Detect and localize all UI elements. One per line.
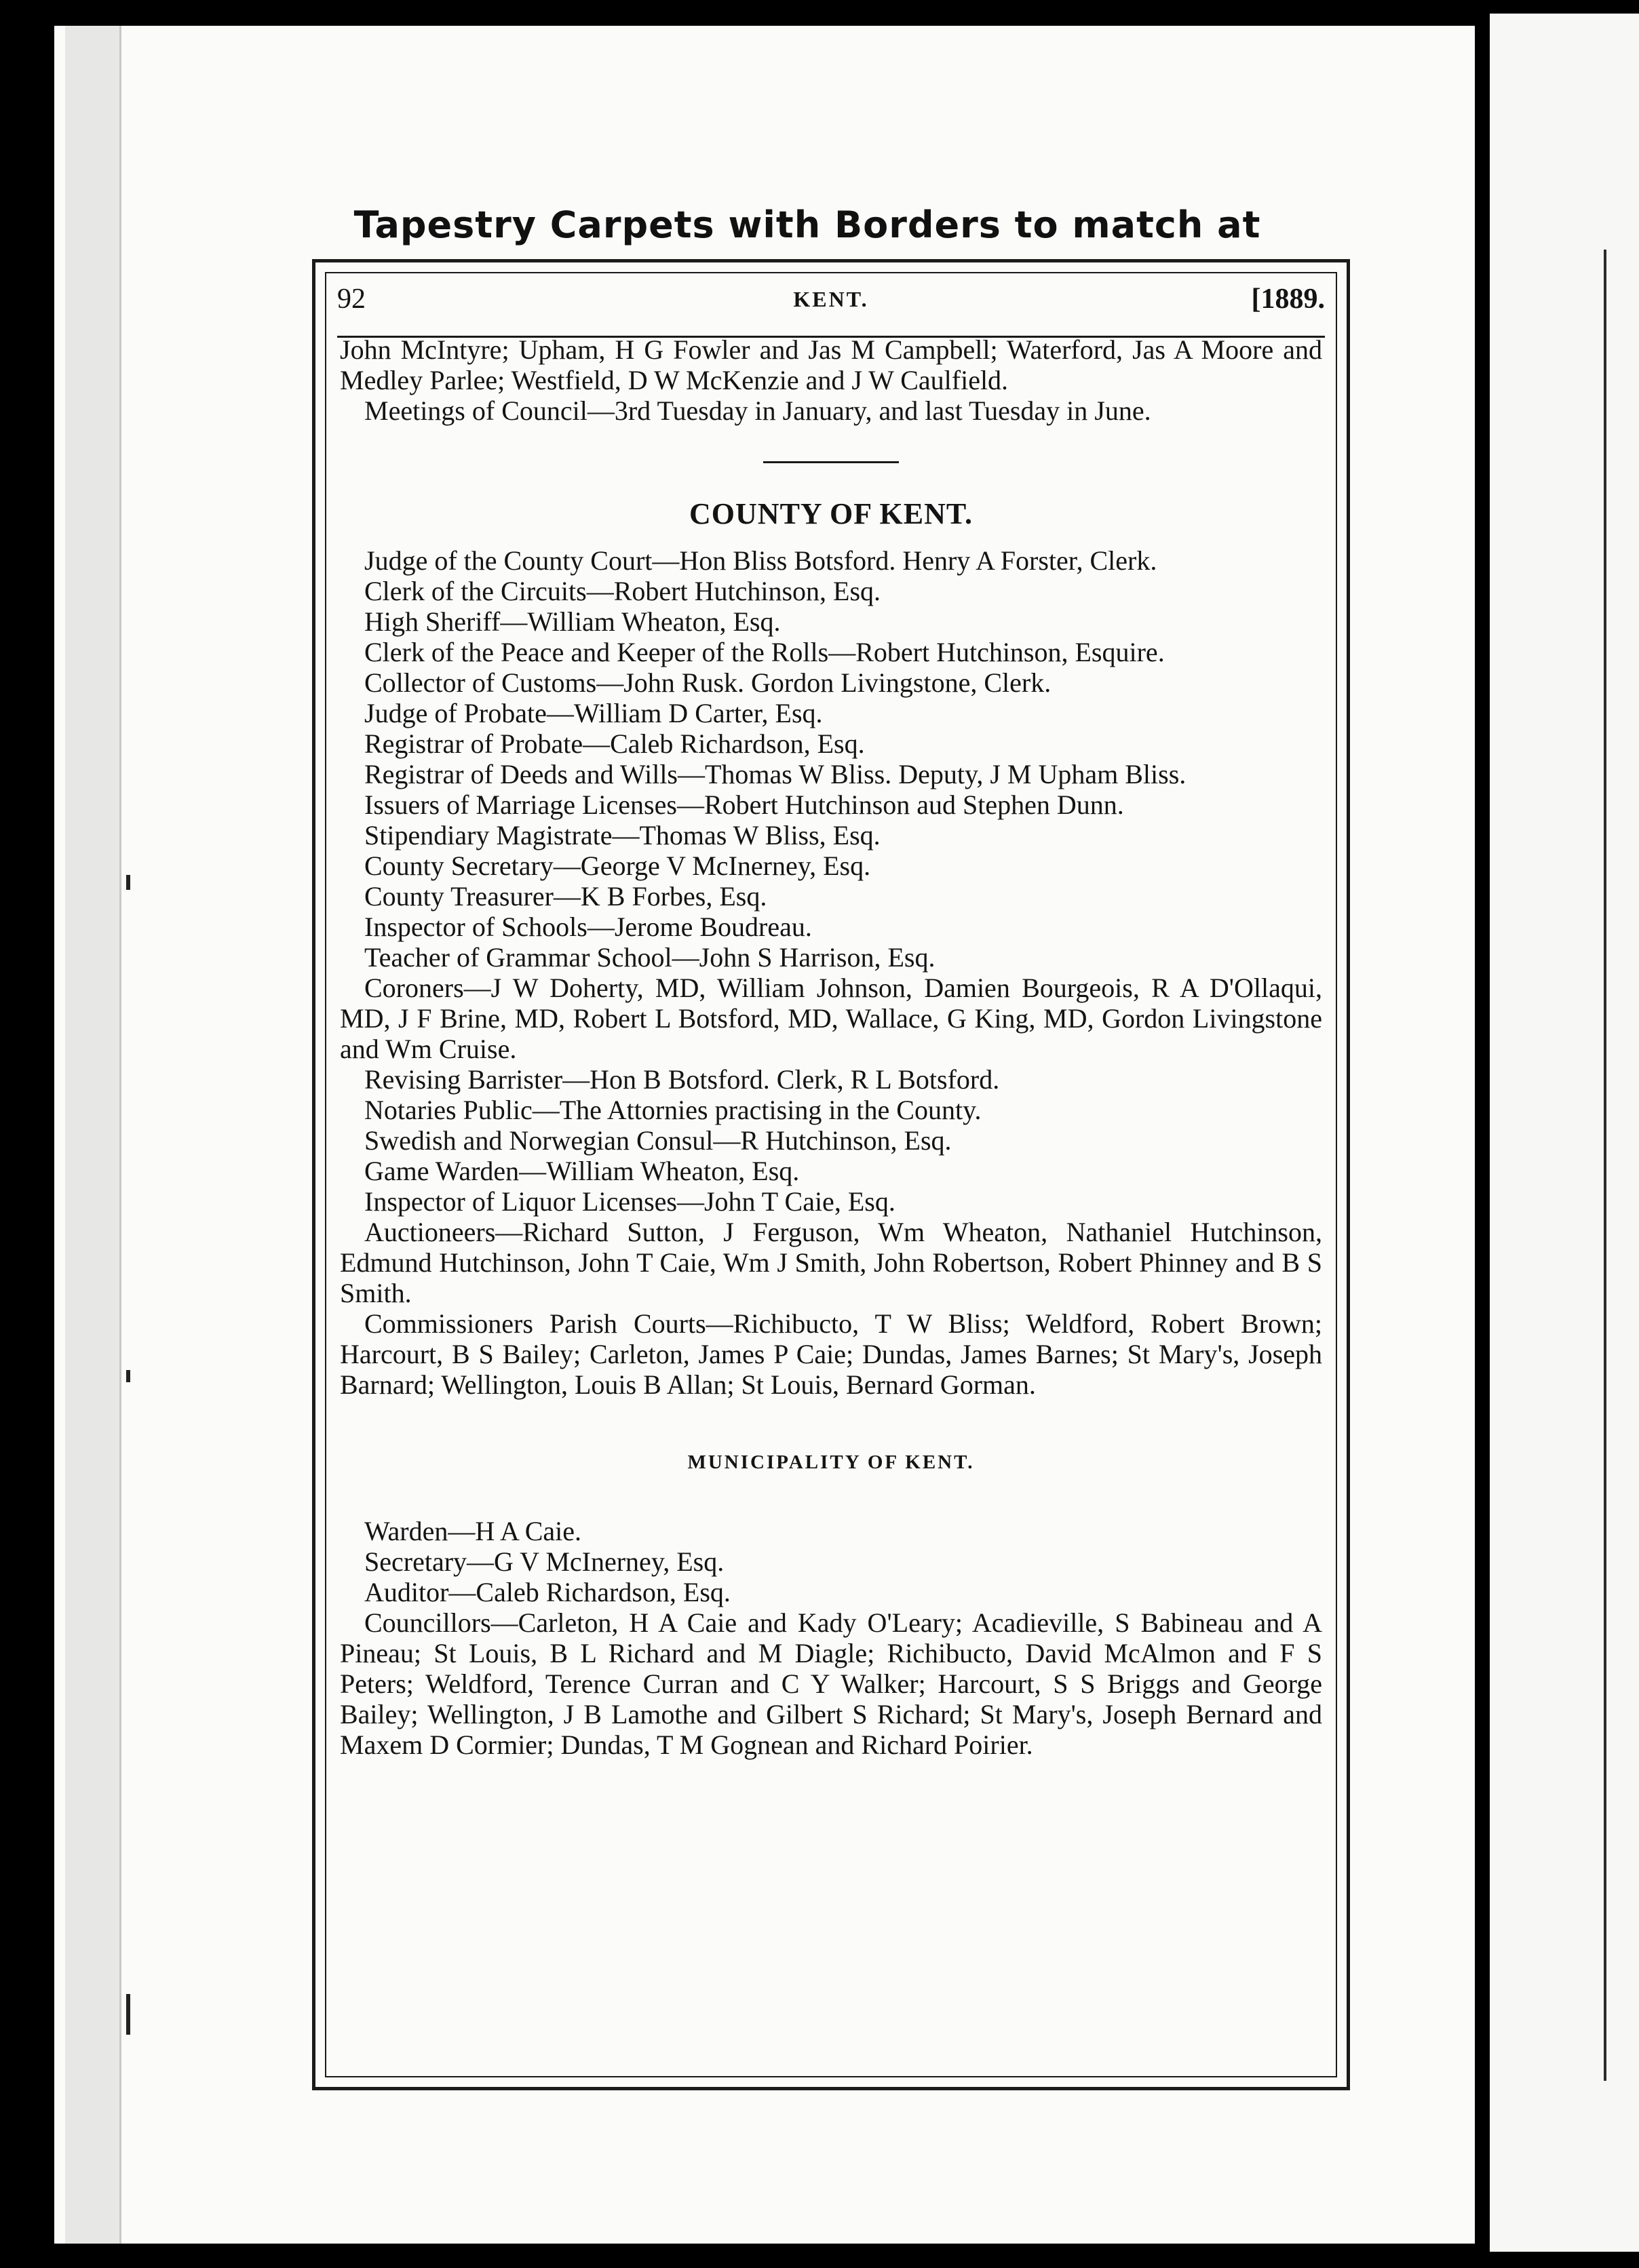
county-entry: Revising Barrister—Hon B Botsford. Clerk, R L Botsford.: [364, 1064, 1000, 1095]
margin-mark: [126, 1994, 130, 2035]
county-entry: County Treasurer—K B Forbes, Esq.: [364, 881, 767, 912]
adjacent-page-rule: [1604, 250, 1606, 2081]
county-entry: Swedish and Norwegian Consul—R Hutchinson, Esq.: [364, 1125, 952, 1156]
county-entry: Coroners—J W Doherty, MD, William Johnson, Damien Bourgeois, R A D'Ollaqui, MD, J F Brine, MD, Robert L Botsford, MD, Wallace, G King, MD, Gordon Livingstone and Wm Cruise.: [340, 973, 1322, 1064]
municipality-entry: Auditor—Caleb Richardson, Esq.: [364, 1577, 731, 1607]
advertisement-banner: Tapestry Carpets with Borders to match at: [353, 203, 1261, 246]
page-frame: [312, 259, 1350, 2090]
county-entry: County Secretary—George V McInerney, Esq.: [364, 850, 871, 881]
county-entry: Judge of the County Court—Hon Bliss Botsford. Henry A Forster, Clerk.: [364, 545, 1157, 576]
adjacent-page-edge: [1490, 14, 1639, 2252]
running-header: [337, 283, 1325, 330]
section-divider: [763, 461, 899, 463]
councillors-continuation: John McIntyre; Upham, H G Fowler and Jas M Campbell; Waterford, Jas A Moore and Medley Parlee; Westfield, D W McKenzie and J W Caulfield.: [340, 334, 1322, 395]
county-entry: Notaries Public—The Attornies practising in the County.: [364, 1095, 982, 1125]
county-entry: Inspector of Schools—Jerome Boudreau.: [364, 912, 812, 942]
gutter-edge: [119, 26, 121, 2244]
county-entry: High Sheriff—William Wheaton, Esq.: [364, 606, 781, 637]
page-body: [340, 334, 1322, 1760]
county-entry: Teacher of Grammar School—John S Harrison, Esq.: [364, 942, 936, 973]
county-entry: Clerk of the Peace and Keeper of the Rolls—Robert Hutchinson, Esquire.: [364, 637, 1165, 667]
county-entry: Registrar of Probate—Caleb Richardson, Esq.: [364, 728, 865, 759]
page-number: 92: [337, 284, 366, 315]
year-label: [1889.: [1251, 284, 1325, 315]
margin-mark: [126, 875, 130, 890]
running-title: KENT.: [793, 287, 869, 311]
county-entry: Game Warden—William Wheaton, Esq.: [364, 1156, 800, 1186]
page-frame-inner: [325, 272, 1337, 2077]
margin-mark: [126, 1370, 130, 1382]
county-entry: Commissioners Parish Courts—Richibucto, T W Bliss; Weldford, Robert Brown; Harcourt, B S Bailey; Carleton, James P Caie; Dundas, James Barnes; St Mary's, Joseph Barnard; Wellington, Louis B Allan; St Louis, Bernard Gorman.: [340, 1308, 1322, 1400]
county-entry: Auctioneers—Richard Sutton, J Ferguson, Wm Wheaton, Nathaniel Hutchinson, Edmund Hutchinson, John T Caie, Wm J Smith, John Robertson, Robert Phinney and B S Smith.: [340, 1217, 1322, 1308]
page-gutter: [65, 26, 119, 2244]
county-entry: Registrar of Deeds and Wills—Thomas W Bliss. Deputy, J M Upham Bliss.: [364, 759, 1187, 789]
municipality-entry: Warden—H A Caie.: [364, 1516, 582, 1546]
county-entry: Clerk of the Circuits—Robert Hutchinson, Esq.: [364, 576, 881, 606]
municipality-entry: Secretary—G V McInerney, Esq.: [364, 1546, 725, 1577]
municipality-heading: MUNICIPALITY OF KENT.: [687, 1451, 975, 1473]
county-heading: COUNTY OF KENT.: [689, 497, 973, 530]
county-entry: Inspector of Liquor Licenses—John T Caie, Esq.: [364, 1186, 895, 1217]
county-entry: Judge of Probate—William D Carter, Esq.: [364, 698, 823, 728]
council-meetings: Meetings of Council—3rd Tuesday in January, and last Tuesday in June.: [364, 395, 1151, 426]
municipality-entry: Councillors—Carleton, H A Caie and Kady O'Leary; Acadieville, S Babineau and A Pineau; St Louis, B L Richard and M Diagle; Richibucto, David McAlmon and F S Peters; Weldford, Terence Curran and C Y Walker; Harcourt, S S Briggs and George Bailey; Wellington, J B Lamothe and Gilbert S Richard; St Mary's, Joseph Bernard and Maxem D Cormier; Dundas, T M Gognean and Richard Poirier.: [340, 1607, 1322, 1760]
county-entry: Issuers of Marriage Licenses—Robert Hutchinson aud Stephen Dunn.: [364, 789, 1124, 820]
county-entry: Collector of Customs—John Rusk. Gordon Livingstone, Clerk.: [364, 667, 1052, 698]
county-entry: Stipendiary Magistrate—Thomas W Bliss, Esq.: [364, 820, 881, 850]
